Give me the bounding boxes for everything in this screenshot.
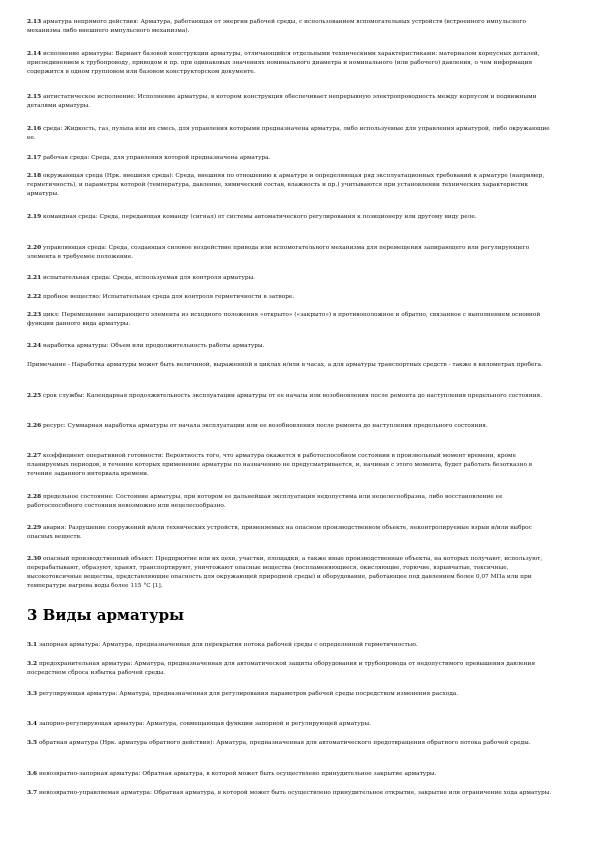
section-2-item-2-20 <box>27 244 557 262</box>
section-2-item-2-21 <box>27 274 557 283</box>
section-2-item-2-16 <box>27 125 557 143</box>
section-3-heading: 3 Виды арматуры <box>27 606 185 624</box>
term-label: 2.14 <box>27 51 42 57</box>
term-label: 2.30 <box>27 556 42 562</box>
term-name: исполнение арматуры: <box>42 51 114 57</box>
section-2-item-2-27 <box>27 452 557 479</box>
term-name: арматура непрямого действия: <box>42 19 139 25</box>
term-label: 3.5 <box>27 740 38 746</box>
term-definition: Вариант базовой конструкции арматуры, отличающийся отдельными техническими характеристиками: материалом корпусных деталей, присоединением к трубопроводу, приводом и пр. при одинаковых значениях номинального диаметра и номинального (или рабочего) давления, о чем информация содержится в одном групповом или базовом конструкторском документе. <box>27 51 540 75</box>
term-name: управляющая среда: <box>42 245 107 251</box>
term-definition: Примечание - Наработка арматуры может быть величиной, выраженной в циклах и/или в часах, а для арматуры транспортных средств - также в километрах пробега. <box>27 362 543 368</box>
term-definition: Арматура, предназначенная для перекрытия потока рабочей среды с определенной герметичностью. <box>102 642 418 648</box>
section-3-item-3-6 <box>27 770 557 779</box>
section-2-item-2-29 <box>27 524 557 542</box>
term-name: наработка арматуры: <box>42 343 109 349</box>
section-2-item-2-25 <box>27 392 557 401</box>
term-name: невозвратно-управляемая арматура: <box>38 790 152 796</box>
section-2-item-2-24 <box>27 342 557 351</box>
term-definition: Арматура, предназначенная для регулирования параметров рабочей среды посредством изменения расхода. <box>119 691 459 697</box>
term-label: 2.13 <box>27 19 42 25</box>
term-definition: Календарная продолжительность эксплуатации арматуры от ее начала или возобновления после ремонта до наступления предельного состояния. <box>86 393 543 399</box>
term-name: обратная арматура (Нрк. арматура обратного действия): <box>38 740 215 746</box>
term-definition: Обратная арматура, в которой может быть осуществлено принудительное открытие, закрытие или ограничение хода арматуры. <box>153 790 552 796</box>
term-label: 2.26 <box>27 423 42 429</box>
term-label: 2.18 <box>27 173 42 179</box>
term-name: срок службы: <box>42 393 85 399</box>
term-label: 2.19 <box>27 214 42 220</box>
section-2-item-2-17 <box>27 154 557 163</box>
section-3-item-3-1 <box>27 641 557 650</box>
term-name: рабочая среда: <box>42 155 90 161</box>
term-definition: Арматура, работающая от энергии рабочей среды, с использованием вспомогательных устройств (встроенного импульсного механизма либо внешнего импульсного механизма). <box>27 19 527 34</box>
term-definition: Испытательная среда для контроля герметичности в затворе. <box>102 294 295 300</box>
section-2-item-2-19 <box>27 213 557 222</box>
term-name: коэффициент оперативной готовности: <box>42 453 164 459</box>
section-2-item-note <box>27 361 557 370</box>
section-2-item-2-22 <box>27 293 557 302</box>
term-definition: Перемещение запирающего элемента из исходного положения «открыто» («закрыто») в противоположное и обратно, связанное с выполнением основной функции данного вида арматуры. <box>27 312 541 327</box>
term-definition: Среда, для управления которой предназначена арматура. <box>91 155 271 161</box>
term-name: предохранительная арматура: <box>38 661 133 667</box>
term-label: 2.21 <box>27 275 42 281</box>
term-definition: Предприятие или их цехи, участки, площадки, а также иные производственные объекты, на которых получают, используют, перерабатывают, образуют, хранят, транспортируют, уничтожают опасные вещества (воспламеняющиеся, окисляющие, горючие, взрывчатые, токсичные, высокотоксичные вещества, представляющие опасность для окружающей природной среды) и оборудование, работающее под давлением более 0,07 МПа или при температуре нагрева воды более 115 °С [1]. <box>27 556 543 589</box>
term-label: 2.28 <box>27 494 42 500</box>
term-definition: Среда, внешняя по отношению к арматуре и определяющая ряд эксплуатационных требований к арматуре (например, герметичность), и параметры которой (температура, давление, химический состав, влажность и пр.) учитываются при установлении технических характеристик арматуры. <box>27 173 545 197</box>
term-name: окружающая среда (Нрк. внешняя среда): <box>42 173 174 179</box>
section-2-item-2-26 <box>27 422 557 431</box>
term-label: 2.16 <box>27 126 42 132</box>
section-2-item-2-13 <box>27 18 557 36</box>
term-name: ресурс: <box>42 423 66 429</box>
term-name: антистатическое исполнение: <box>42 94 136 100</box>
term-definition: Жидкость, газ, пульпа или их смесь, для управления которыми предназначена арматура, либо используемые для управления арматурой, либо окружающие ее. <box>27 126 550 141</box>
term-name: предельное состояние: <box>42 494 114 500</box>
term-label: 2.22 <box>27 294 42 300</box>
term-name: регулирующая арматура: <box>38 691 118 697</box>
term-name: цикл: <box>42 312 60 318</box>
term-definition: Среда, создающая силовое воздействие привода или вспомогательного механизма для перемещения запирающего или регулирующего элемента в требуемое положение. <box>27 245 530 260</box>
term-label: 3.2 <box>27 661 38 667</box>
section-2-item-2-15 <box>27 93 557 111</box>
term-label: 3.6 <box>27 771 38 777</box>
term-label: 3.7 <box>27 790 38 796</box>
term-definition: Состояние арматуры, при котором ее дальнейшая эксплуатация недопустима или нецелесообразна, либо восстановление ее работоспособного состояния невозможно или нецелесообразно. <box>27 494 503 509</box>
term-label: 2.29 <box>27 525 42 531</box>
term-name: командная среда: <box>42 214 98 220</box>
term-definition: Среда, передающая команду (сигнал) от системы автоматического регулирования к позиционеру или другому виду реле. <box>99 214 477 220</box>
term-name: запорная арматура: <box>38 642 101 648</box>
term-definition: Арматура, предназначенная для автоматической защиты оборудования и трубопровода от недопустимого превышения давления посредством сброса избытка рабочей среды. <box>27 661 535 676</box>
section-3-item-3-4 <box>27 720 557 729</box>
term-label: 2.15 <box>27 94 42 100</box>
section-2-item-2-30 <box>27 555 557 591</box>
term-definition: Арматура, совмещающая функции запорной и регулирующей арматуры. <box>146 721 371 727</box>
term-name: испытательная среда: <box>42 275 111 281</box>
term-definition: Среда, используемая для контроля арматуры. <box>112 275 256 281</box>
section-3-item-3-7 <box>27 789 557 798</box>
term-name: опасный производственный объект: <box>42 556 154 562</box>
term-definition: Арматура, предназначенная для автоматического предотвращения обратного потока рабочей среды. <box>216 740 531 746</box>
term-definition: Объем или продолжительность работы арматуры. <box>110 343 265 349</box>
term-name: запорно-регулирующая арматура: <box>38 721 145 727</box>
term-label: 2.23 <box>27 312 42 318</box>
section-2-item-2-18 <box>27 172 557 199</box>
section-3-item-3-3 <box>27 690 557 699</box>
term-name: пробное вещество: <box>42 294 101 300</box>
term-label: 2.24 <box>27 343 42 349</box>
term-name: авария: <box>42 525 67 531</box>
section-2-item-2-14 <box>27 50 557 77</box>
term-label: 2.20 <box>27 245 42 251</box>
term-label: 3.1 <box>27 642 38 648</box>
term-label: 2.27 <box>27 453 42 459</box>
term-label: 2.17 <box>27 155 42 161</box>
term-label: 2.25 <box>27 393 42 399</box>
term-definition: Разрушение сооружений и/или технических устройств, применяемых на опасном производственном объекте, неконтролируемые взрыв и/или выброс опасных веществ. <box>27 525 532 540</box>
section-3-item-3-2 <box>27 660 557 678</box>
term-definition: Обратная арматура, в которой может быть осуществлено принудительное закрытие арматуры. <box>142 771 437 777</box>
term-name: невозвратно-запорная арматура: <box>38 771 141 777</box>
section-2-item-2-28 <box>27 493 557 511</box>
section-3-item-3-5 <box>27 739 557 748</box>
term-label: 3.4 <box>27 721 38 727</box>
term-definition: Суммарная наработка арматуры от начала эксплуатации или ее возобновления после ремонта до наступления предельного состояния. <box>67 423 488 429</box>
term-definition: Вероятность того, что арматура окажется в работоспособном состоянии в произвольный момент времени, кроме планируемых периодов, в течение которых применение арматуры по назначению не предусматривается, и, начиная с этого момента, будет работать безотказно в течение заданного интервала времени. <box>27 453 533 477</box>
term-label: 3.3 <box>27 691 38 697</box>
section-2-item-2-23 <box>27 311 557 329</box>
term-name: среда: <box>42 126 63 132</box>
term-definition: Исполнение арматуры, в котором конструкция обеспечивает непрерывную электропроводность между корпусом и подвижными деталями арматуры. <box>27 94 537 109</box>
